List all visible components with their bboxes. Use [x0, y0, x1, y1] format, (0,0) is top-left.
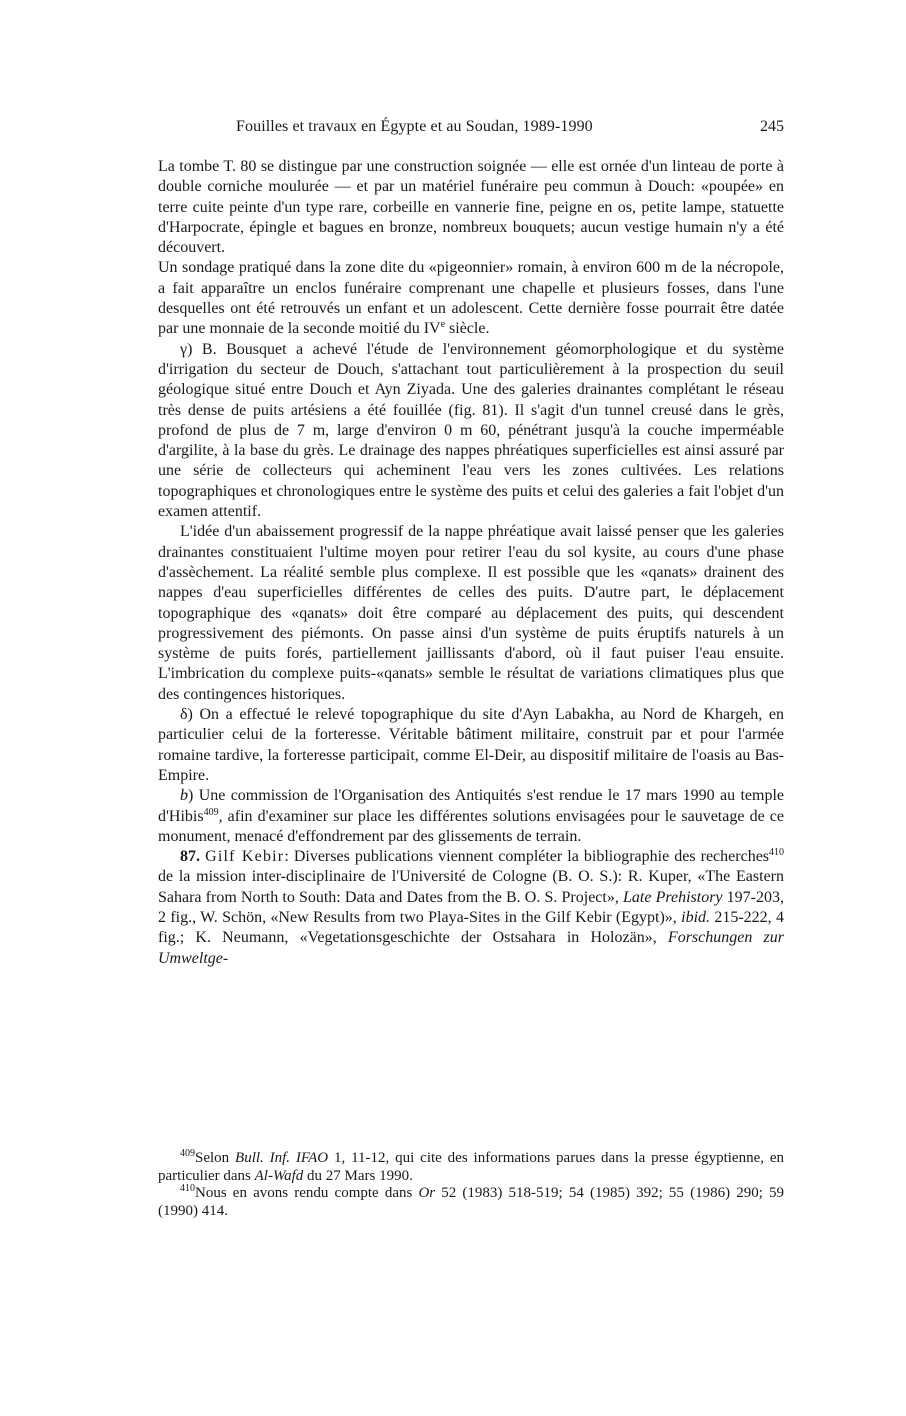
paragraph-lead-italic: b	[180, 787, 188, 805]
paragraph-text: δ) On a effectué le relevé topographique du site d'Ayn Labakha, au Nord de Khargeh, en particulier celui de la forteresse. Véritable bâtiment militaire, construit par et pour l'armée romaine tardive, la forteresse participait, comme El-Deir, au dispositif militaire de l'oasis au Bas-Empire.	[158, 706, 784, 784]
paragraph-gamma	[158, 340, 784, 523]
paragraph-idee	[158, 522, 784, 705]
site-name: Gilf Kebir	[205, 848, 285, 866]
footnote-409	[158, 1150, 784, 1185]
footnotes	[158, 1150, 784, 1220]
paragraph-text: , afin d'examiner sur place les différentes solutions envisagées pour le sauvetage de ce monument, menacé d'effondrement par des glissements de terrain.	[158, 807, 784, 845]
paragraph-text: : Diverses publications viennent compléter la bibliographie des recherches	[284, 848, 770, 866]
page-number: 245	[760, 118, 784, 135]
paragraph-text: de la mission inter-disciplinaire de l'Université de Cologne (B. O. S.): R. Kuper, «The Eastern Sahara from North to South: Data and Dates from the B. O. S. Project»,	[158, 868, 784, 906]
footnote-text: 1, 11-12, qui cite des informations parues dans la presse égyptienne, en particulier dans	[158, 1150, 785, 1184]
footnote-text: du 27 Mars 1990.	[303, 1167, 413, 1184]
running-title: Fouilles et travaux en Égypte et au Soudan, 1989-1990	[236, 118, 593, 135]
italic-title: Forschungen zur Umweltge-	[158, 929, 785, 967]
section-number: 87.	[180, 848, 200, 866]
footnote-italic: Bull. Inf. IFAO	[235, 1150, 329, 1166]
paragraph-text: Un sondage pratiqué dans la zone dite du «pigeonnier» romain, à environ 600 m de la nécropole, a fait apparaître un enclos funéraire comprenant une chapelle et plusieurs fosses, dans l'une desquelles ont été retrouvés un enfant et un adolescent. Cette dernière fosse pourrait être datée par une monnaie de la seconde moitié du IV	[158, 259, 784, 338]
page	[158, 118, 785, 1219]
paragraph-delta	[158, 705, 784, 786]
paragraph-text: γ) B. Bousquet a achevé l'étude de l'environnement géomorphologique et du système d'irrigation du secteur de Douch, s'attachant tout particulièrement à la prospection du seuil géologique situé entre Douch et Ayn Ziyada. Une des galeries drainantes complétant le réseau très dense de puits artésiens a été fouillée (fig. 81). Il s'agit d'un tunnel creusé dans le grès, profond de plus de 7 m, large d'environ 0 m 60, pénétrant jusqu'à la couche imperméable d'argilite, à la base du grès. Le drainage des nappes phréatiques superficielles est ainsi assuré par une série de collecteurs qui acheminent l'eau vers les zones cultivées. Les relations topographiques et chronologiques entre le système des puits et celui des galeries a fait l'objet d'un examen attentif.	[158, 340, 784, 521]
footnote-ref-410: 410	[769, 847, 785, 859]
footnote-italic: Al-Wafd	[254, 1167, 304, 1184]
paragraph-text: La tombe T. 80 se distingue par une construction soignée — elle est ornée d'un linteau de porte à double corniche moulurée — et par un matériel funéraire peu commun à Douch: «poupée» en terre cuite peinte d'un type rare, corbeille en vannerie fine, peigne en os, petite lampe, statuette d'Harpocrate, épingle et bagues en bronze, nombreux bouquets; aucun vestige humain n'y a été découvert.	[158, 158, 784, 257]
paragraph-tombe	[158, 157, 784, 258]
running-header	[158, 118, 784, 142]
footnote-marker: 410	[180, 1183, 195, 1194]
footnote-410	[158, 1185, 784, 1220]
italic-title: Late Prehistory	[622, 888, 723, 906]
paragraph-text: siècle.	[445, 320, 490, 338]
paragraph-sondage	[158, 258, 784, 339]
footnote-italic: Or	[418, 1185, 436, 1201]
superscript: e	[440, 319, 446, 331]
paragraph-text: ) Une commission de l'Organisation des Antiquités s'est rendue le 17 mars 1990 au temple d'Hibis	[158, 787, 784, 825]
footnote-text: 52 (1983) 518-519; 54 (1985) 392; 55 (1986) 290; 59 (1990) 414.	[158, 1185, 785, 1219]
footnote-ref-409: 409	[203, 806, 219, 818]
body-text	[158, 157, 784, 969]
italic-title: ibid.	[681, 908, 711, 926]
footnote-text: Nous en avons rendu compte dans	[195, 1185, 419, 1201]
paragraph-text: 215-222, 4 fig.; K. Neumann, «Vegetationsgeschichte der Ostsahara in Holozän»,	[158, 908, 785, 947]
footnote-marker: 409	[180, 1148, 195, 1159]
paragraph-gilf-kebir	[158, 847, 784, 969]
paragraph-text: L'idée d'un abaissement progressif de la nappe phréatique avait laissé penser que les galeries drainantes constituaient l'ultime moyen pour retirer l'eau du sol kysite, au cours d'une phase d'assèchement. La réalité semble plus complexe. Il est possible que les «qanats» drainent des nappes d'eau superficielles différentes de celles des puits. D'autre part, le déplacement topographique des «qanats» doit être comparé au déplacement des puits, qui descendent progressivement des piémonts. On passe ainsi d'un système de puits éruptifs naturels à un système de puits forés, partiellement jaillissants d'abord, où il faut puiser l'eau ensuite. L'imbrication du complexe puits-«qanats» semble le résultat de variations climatiques plus que des contingences historiques.	[158, 523, 784, 703]
paragraph-b	[158, 786, 784, 847]
paragraph-text: 197-203, 2 fig., W. Schön, «New Results from two Playa-Sites in the Gilf Kebir (Egypt)»,	[158, 888, 784, 926]
footnote-text: Selon	[195, 1150, 236, 1166]
